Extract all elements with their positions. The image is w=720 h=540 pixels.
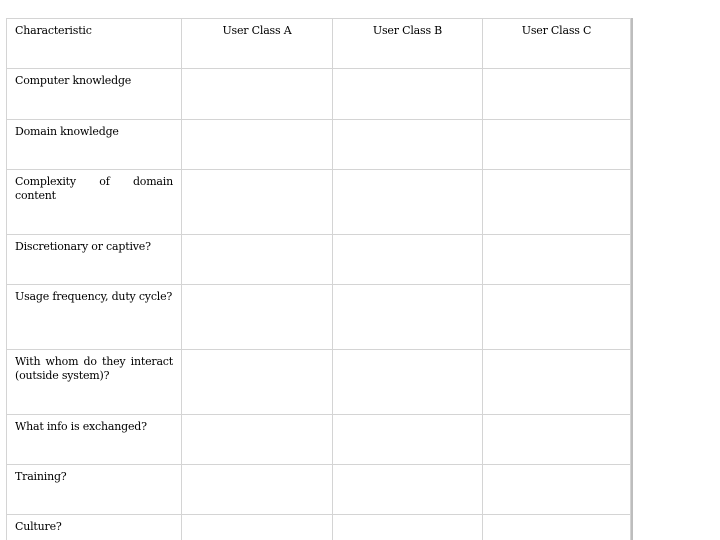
table-cell xyxy=(483,285,631,350)
row-label: Training? xyxy=(7,465,182,515)
table-cell xyxy=(182,285,333,350)
table-cell xyxy=(182,120,333,170)
row-label: Discretionary or captive? xyxy=(7,235,182,285)
table-cell xyxy=(333,120,483,170)
row-label: Culture? xyxy=(7,515,182,540)
row-label: What info is exchanged? xyxy=(7,415,182,465)
table-row xyxy=(7,235,631,285)
header-characteristic: Characteristic xyxy=(7,19,182,69)
table-cell xyxy=(483,235,631,285)
header-user-class-b: User Class B xyxy=(333,19,483,69)
table-row xyxy=(7,285,631,350)
table-cell xyxy=(483,350,631,415)
header-row xyxy=(7,19,631,69)
table-cell xyxy=(333,170,483,235)
table-row xyxy=(7,515,631,540)
table-cell xyxy=(333,69,483,120)
table-cell xyxy=(333,415,483,465)
row-label: Usage frequency, duty cycle? xyxy=(7,285,182,350)
table-cell xyxy=(182,465,333,515)
table-cell xyxy=(182,415,333,465)
table-cell xyxy=(182,235,333,285)
table-cell xyxy=(483,69,631,120)
table-row xyxy=(7,69,631,120)
row-label: With whom do they interact (outside system)? xyxy=(7,350,182,415)
table-row xyxy=(7,120,631,170)
table-cell xyxy=(333,285,483,350)
row-label: Computer knowledge xyxy=(7,69,182,120)
table-cell xyxy=(483,170,631,235)
table-cell xyxy=(182,350,333,415)
user-class-characteristics-table xyxy=(6,18,631,540)
table-cell xyxy=(483,515,631,540)
table-cell xyxy=(333,235,483,285)
row-label: Domain knowledge xyxy=(7,120,182,170)
table-row xyxy=(7,415,631,465)
table-row xyxy=(7,170,631,235)
table-cell xyxy=(483,415,631,465)
table-cell xyxy=(182,170,333,235)
table-cell xyxy=(182,515,333,540)
table-cell xyxy=(333,465,483,515)
row-label: Complexity of domain content xyxy=(7,170,182,235)
table-cell xyxy=(483,465,631,515)
table-cell xyxy=(333,350,483,415)
table-row xyxy=(7,350,631,415)
table-row xyxy=(7,465,631,515)
header-user-class-a: User Class A xyxy=(182,19,333,69)
table-cell xyxy=(182,69,333,120)
header-user-class-c: User Class C xyxy=(483,19,631,69)
table-cell xyxy=(333,515,483,540)
table-cell xyxy=(483,120,631,170)
